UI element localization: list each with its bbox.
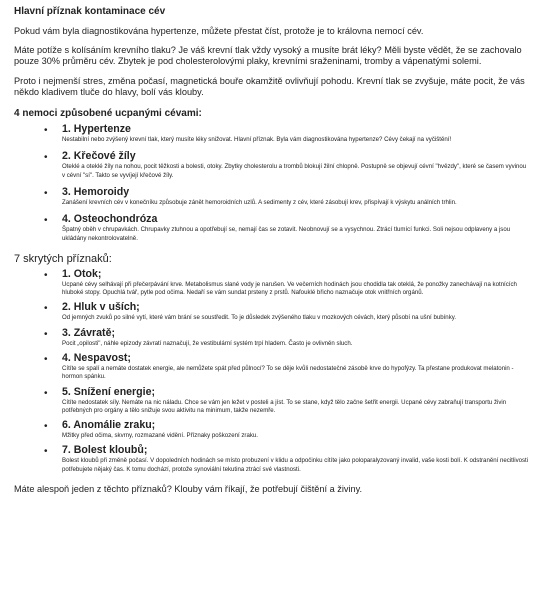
- item-title: 5. Snížení energie;: [62, 385, 156, 398]
- bullet-icon: •: [44, 269, 48, 281]
- item-title: 3. Hemoroidy: [62, 185, 130, 198]
- symptoms-heading: 7 skrytých příznaků:: [14, 252, 112, 265]
- list-item-otok: [14, 268, 529, 298]
- item-description: Oteklé a oteklé žíly na nohou, pocit těžkosti a bolesti, otoky. Zbytky cholesterolu a trombů blokují žilní chlopně. Postupně se objevují cévní "hvězdy", které se časem vyvinou v cévní "sí". Takto se vyvíjejí křečové žíly.: [62, 163, 527, 179]
- item-description: Mžitky před očima, skvrny, rozmazané vidění. Příznaky poškození zraku.: [62, 432, 258, 440]
- article-title: Hlavní příznak kontaminace cév: [14, 6, 166, 17]
- intro-paragraph-2: Máte potíže s kolísáním krevního tlaku? Je váš krevní tlak vždy vysoký a musíte brát léky? Měli byste vědět, že se zachovalo pouze 30% průměru cév. Zbytek je pod cholesterolovými plaky, krevními sraženinami, tromby a vápenatými solemi.: [14, 45, 522, 67]
- list-item-hluk-v-usich: [14, 301, 529, 322]
- list-item-osteochondroza: [14, 213, 529, 243]
- closing-paragraph: Máte alespoň jeden z těchto příznaků? Klouby vám říkají, že potřebují čištění a živiny.: [14, 484, 363, 495]
- list-item-snizeni-energie: [14, 386, 529, 416]
- item-description: Zanášení krevních cév v konečníku způsobuje zánět hemoroidních uzlů. A sedimenty z cév, které zásobují krev, přispívají k výskytu análních trhlin.: [62, 198, 457, 206]
- item-title: 1. Otok;: [62, 267, 102, 280]
- item-description: Nestabilní nebo zvýšený krevní tlak, který musíte léky snižovat. Hlavní příznak. Byla vám diagnostikována hypertenze? Cévy čekají na vyčištění!: [62, 136, 452, 144]
- list-item-nespavost: [14, 352, 529, 382]
- item-description: Cítíte se spalí a nemáte dostatek energie, ale nemůžete spát před půlnocí? To se děje kvůli nedostatečné zásobě krve do hypofýzy. Ta přestane produkovat melatonin - hormon spánku.: [62, 364, 514, 381]
- list-item-bolest-kloubu: [14, 444, 529, 474]
- item-title: 2. Křečové žíly: [62, 150, 136, 163]
- bullet-icon: •: [44, 187, 48, 199]
- item-description: Od jemných zvuků po silné vytí, které vám brání se soustředit. To je důsledek zvýšeného tlaku v mozkových cévách, který působí na ušní bubínky.: [62, 314, 457, 322]
- bullet-icon: •: [44, 353, 48, 365]
- item-description: Pocit „opilosti", náhle epizody závratí naznačují, že vestibulární systém trpí hladem. Často je ovlivněn sluch.: [62, 339, 353, 347]
- item-title: 4. Osteochondróza: [62, 213, 158, 226]
- item-title: 6. Anomálie zraku;: [62, 419, 156, 432]
- item-description: Ucpané cévy selhávají při přečerpávání krve. Metabolismus slané vody je narušen. Ve večerních hodinách jsou chodidla tak oteklá, že ponožky zanechávají na kotnících hluboké stopy. Opuchlá tvář, pytle pod očima. Nedaří se vám sundat prsteny z prstů. Nafouklé břicho naznačuje otok vnitřních orgánů.: [62, 280, 517, 297]
- item-description: Cítíte nedostatek síly. Nemáte na nic náladu. Chce se vám jen ležet v posteli a jíst. To se stane, když tělo začne šetřit energii. Ucpané cévy zabraňují transportu živin potřebných pro orgány a tělo snižuje svou aktivitu na minimum, takže nezemře.: [62, 398, 507, 414]
- diseases-heading: 4 nemoci způsobené ucpanými cévami:: [14, 108, 202, 120]
- bullet-icon: •: [44, 303, 48, 315]
- item-title: 1. Hypertenze: [62, 123, 131, 136]
- symptoms-list: [14, 268, 529, 474]
- list-item-krecove-zily: [14, 150, 529, 180]
- intro-paragraph-1: Pokud vám byla diagnostikována hypertenze, můžete přestat číst, protože je to královna nemocí cév.: [14, 26, 424, 36]
- intro-paragraph-3: Proto i nejmenší stres, změna počasí, magnetická bouře okamžitě ovlivňují pohodu. Krevní tlak se zvyšuje, máte pocit, že vás někdo kladivem tluče do hlavy, bolí vás klouby.: [14, 75, 525, 97]
- item-title: 4. Nespavost;: [62, 351, 131, 364]
- bullet-icon: •: [44, 152, 48, 164]
- list-item-hemoroidy: [14, 186, 529, 207]
- bullet-icon: •: [44, 328, 48, 340]
- item-title: 7. Bolest kloubů;: [62, 444, 148, 457]
- item-description: Špatný oběh v chrupavkách. Chrupavky ztuhnou a opotřebují se, nemají čas se zotavit. Neobnovují se a vysychnou. Ztrácí tlumící funkci. Soli nejsou odplaveny a jsou ukládány nekontrolovatelně.: [62, 226, 511, 242]
- bullet-icon: •: [44, 387, 48, 399]
- bullet-icon: •: [44, 446, 48, 458]
- item-title: 2. Hluk v uších;: [62, 301, 140, 314]
- list-item-anomalie-zraku: [14, 419, 529, 440]
- diseases-list: [14, 123, 529, 243]
- item-description: Bolest kloubů při změně počasí. V dopoledních hodinách se místo probuzení v klidu a odpočinku cítíte jako poloparalyzovaný invalid, vaše kosti bolí. K odstranění necitlivosti potřebujete nějaký čas. K tomu dochází, protože synoviální tekutina ztrácí své vlastnosti.: [62, 457, 529, 473]
- list-item-zavrate: [14, 327, 529, 348]
- bullet-icon: •: [44, 421, 48, 433]
- bullet-icon: •: [44, 125, 48, 137]
- item-title: 3. Závratě;: [62, 326, 115, 339]
- bullet-icon: •: [44, 215, 48, 227]
- list-item-hypertenze: [14, 123, 529, 144]
